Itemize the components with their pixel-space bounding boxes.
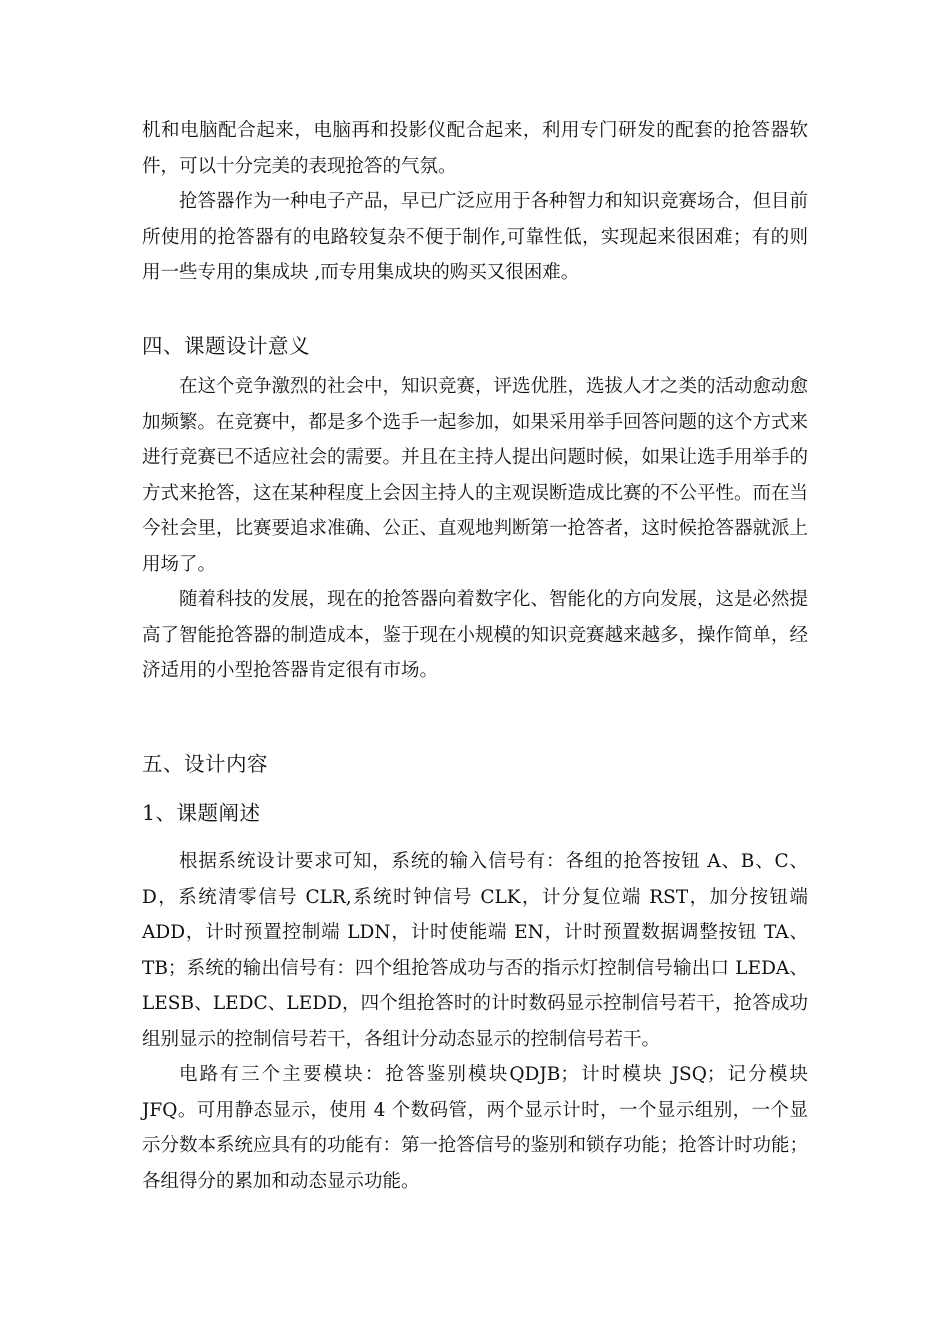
section-4-heading: 四、课题设计意义 — [142, 334, 310, 358]
section-5-paragraph-1: 根据系统设计要求可知，系统的输入信号有：各组的抢答按钮 A、B、C、D，系统清零信号 CLR,系统时钟信号 CLK，计分复位端 RST，加分按钮端 ADD，计时预置控制端 LDN，计时使能端 EN，计时预置数据调整按钮 TA、TB；系统的输出信号有：四个组抢答成功与否的指示灯控制信号输出口 LEDA、LESB、LEDC、LEDD，四个组抢答时的计时数码显示控制信号若干，抢答成功组别显示的控制信号若干，各组计分动态显示的控制信号若干。 — [142, 851, 808, 1050]
section-4-paragraph-2: 随着科技的发展，现在的抢答器向着数字化、智能化的方向发展，这是必然提高了智能抢答器的制造成本，鉴于现在小规模的知识竞赛越来越多，操作简单，经济适用的小型抢答器肯定很有市场。 — [142, 589, 809, 681]
section-4-text-block — [142, 369, 808, 689]
intro-text-block — [142, 113, 808, 291]
section-5-1-heading: 1、课题阐述 — [142, 801, 261, 825]
section-4-paragraph-1: 在这个竞争激烈的社会中，知识竞赛，评选优胜，选拔人才之类的活动愈动愈加频繁。在竞赛中，都是多个选手一起参加，如果采用举手回答问题的这个方式来进行竞赛已不适应社会的需要。并且在主持人提出问题时候，如果让选手用举手的方式来抢答，这在某种程度上会因主持人的主观误断造成比赛的不公平性。而在当今社会里，比赛要追求准确、公正、直观地判断第一抢答者，这时候抢答器就派上用场了。 — [142, 376, 809, 575]
intro-paragraph-1: 机和电脑配合起来，电脑再和投影仪配合起来，利用专门研发的配套的抢答器软件，可以十分完美的表现抢答的气氛。 — [142, 120, 808, 177]
section-5-paragraph-2: 电路有三个主要模块：抢答鉴别模块QDJB；计时模块 JSQ；记分模块 JFQ。可用静态显示，使用 4 个数码管，两个显示计时，一个显示组别，一个显示分数本系统应具有的功能有：第一抢答信号的鉴别和锁存功能；抢答计时功能；各组得分的累加和动态显示功能。 — [142, 1064, 809, 1192]
section-5-heading: 五、设计内容 — [142, 752, 268, 776]
section-5-text-block — [142, 844, 808, 1199]
intro-paragraph-2: 抢答器作为一种电子产品，早已广泛应用于各种智力和知识竞赛场合，但目前所使用的抢答器有的电路较复杂不便于制作,可靠性低，实现起来很困难；有的则用一些专用的集成块 ,而专用集成块的购买又很困难。 — [142, 191, 809, 283]
